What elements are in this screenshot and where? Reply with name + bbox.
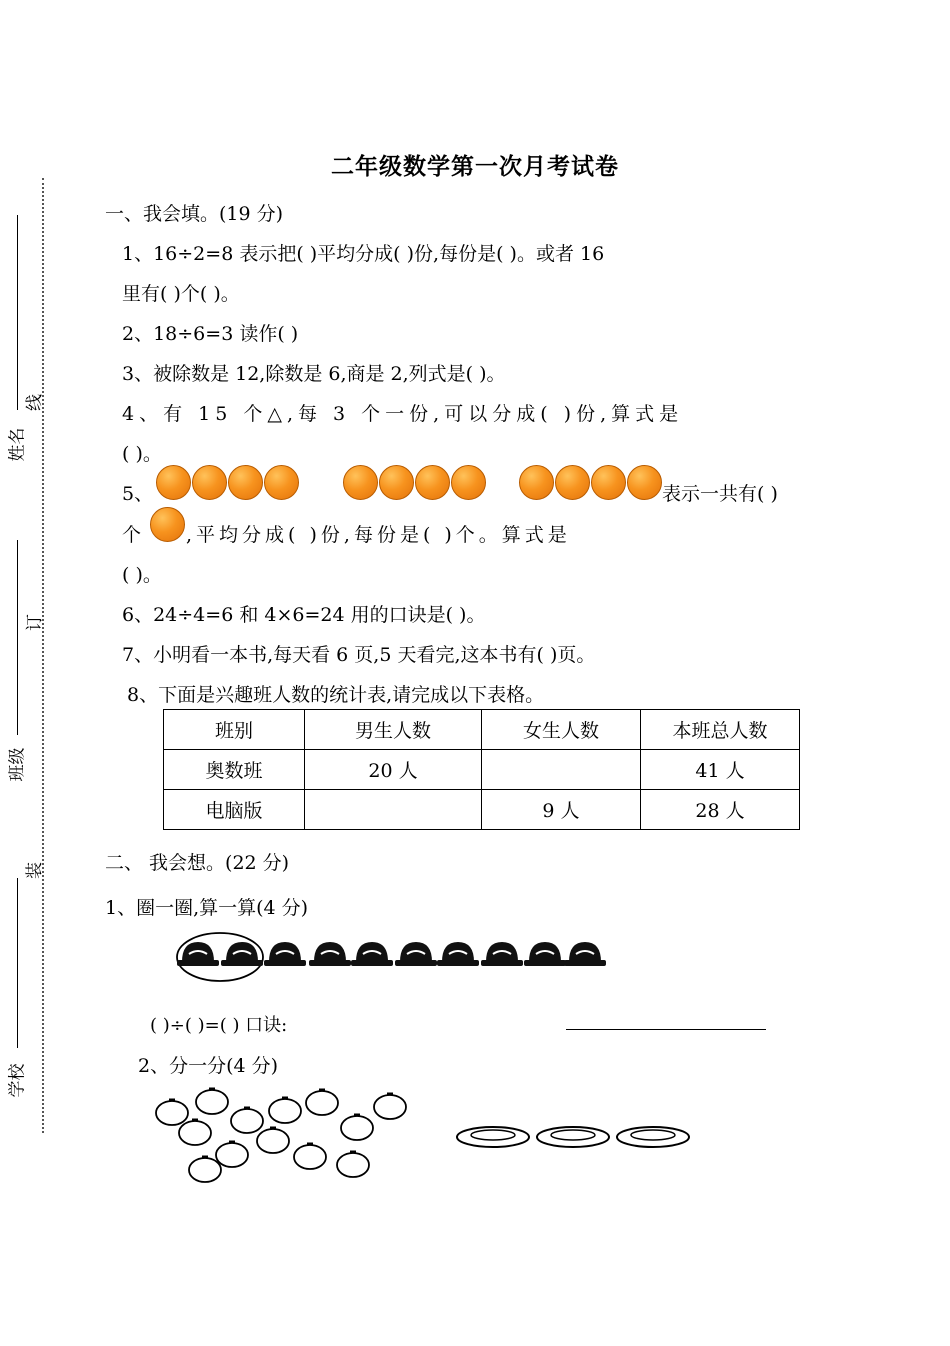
orange-icon (627, 465, 662, 500)
binding-label-ding: 订 (25, 614, 45, 631)
orange-icon (343, 465, 378, 500)
peach-icon (337, 1152, 369, 1177)
peach-icon (257, 1128, 289, 1153)
pot-icon (395, 942, 437, 966)
table-cell: 9 人 (482, 790, 641, 830)
pot-icon (481, 942, 523, 966)
section2-formula: ( )÷( )=( ) 口诀: (150, 1015, 288, 1036)
table-header-cell: 女生人数 (482, 710, 641, 750)
binding-label-zhuang: 装 (25, 862, 45, 879)
orange-icon (451, 465, 486, 500)
table-cell: 电脑版 (164, 790, 305, 830)
peach-icon (196, 1089, 228, 1114)
pot-icon (309, 942, 351, 966)
binding-dotted-line (42, 178, 44, 1133)
class-field-label: 班级 (7, 747, 28, 782)
pot-icon (524, 942, 566, 966)
question-5-line-b: ,平均分成( )份,每份是( )个。算式是 (186, 524, 571, 546)
question-5-unit: 个 (122, 524, 142, 546)
peaches-illustration (150, 1085, 420, 1180)
question-6: 6、24÷4=6 和 4×6=24 用的口诀是( )。 (122, 604, 486, 626)
pot-icon (264, 942, 306, 966)
table-row (164, 790, 800, 830)
plate-icon (617, 1127, 689, 1147)
orange-group-1 (156, 465, 300, 501)
table-cell-blank[interactable] (482, 750, 641, 790)
section2-heading: 二、 我会想。(22 分) (105, 852, 290, 874)
table-row (164, 750, 800, 790)
question-5-tail: 表示一共有( ) (662, 483, 778, 505)
question-4-line-b: ( )。 (122, 443, 162, 465)
table-header-row (164, 710, 800, 750)
question-1-line-a: 1、16÷2=8 表示把( )平均分成( )份,每份是( )。或者 16 (122, 243, 605, 265)
peach-icon (231, 1108, 263, 1133)
peach-icon (216, 1142, 248, 1167)
peach-icon (189, 1157, 221, 1182)
binding-label-xian: 线 (25, 394, 45, 411)
pot-icon (351, 942, 393, 966)
rhyme-answer-line[interactable] (566, 1029, 766, 1030)
orange-icon (192, 465, 227, 500)
section2-question-2: 2、分一分(4 分) (138, 1055, 279, 1077)
name-field-label: 姓名 (7, 427, 28, 462)
table-cell: 41 人 (641, 750, 800, 790)
orange-group-2 (343, 465, 487, 501)
orange-icon (519, 465, 554, 500)
peach-icon (156, 1100, 188, 1125)
plate-icon (537, 1127, 609, 1147)
table-cell: 20 人 (305, 750, 482, 790)
plates-illustration (455, 1120, 695, 1160)
question-1-line-b: 里有( )个( )。 (122, 283, 240, 305)
peach-icon (269, 1098, 301, 1123)
question-7: 7、小明看一本书,每天看 6 页,5 天看完,这本书有( )页。 (122, 644, 596, 666)
question-5-number: 5、 (122, 483, 154, 505)
school-field-label: 学校 (7, 1063, 28, 1098)
question-3: 3、被除数是 12,除数是 6,商是 2,列式是( )。 (122, 363, 506, 385)
name-underline[interactable] (17, 215, 18, 410)
plate-icon (457, 1127, 529, 1147)
question-4-line-a: 4、有 15 个△,每 3 个一份,可以分成( )份,算式是 (122, 403, 684, 425)
orange-icon (264, 465, 299, 500)
section2-question-1: 1、圈一圈,算一算(4 分) (105, 897, 309, 919)
orange-icon (156, 465, 191, 500)
question-5-line-c: ( )。 (122, 564, 162, 586)
pot-icon (437, 942, 479, 966)
school-underline[interactable] (17, 878, 18, 1048)
peach-icon (341, 1115, 373, 1140)
peach-icon (374, 1094, 406, 1119)
table-header-cell: 本班总人数 (641, 710, 800, 750)
peach-icon (294, 1144, 326, 1169)
orange-icon (379, 465, 414, 500)
page-title: 二年级数学第一次月考试卷 (331, 153, 619, 180)
question-2: 2、18÷6=3 读作( ) (122, 323, 299, 345)
pot-icon (564, 942, 606, 966)
orange-icon (555, 465, 590, 500)
class-underline[interactable] (17, 540, 18, 735)
pots-illustration (150, 930, 620, 990)
section1-heading: 一、我会填。(19 分) (105, 203, 284, 225)
peach-icon (179, 1120, 211, 1145)
question-8: 8、下面是兴趣班人数的统计表,请完成以下表格。 (127, 684, 545, 706)
table-cell: 奥数班 (164, 750, 305, 790)
plate-group (457, 1127, 689, 1147)
pot-row (177, 942, 606, 966)
table-cell: 28 人 (641, 790, 800, 830)
peach-group (156, 1089, 406, 1182)
orange-icon (228, 465, 263, 500)
table-cell-blank[interactable] (305, 790, 482, 830)
table-header-cell: 班别 (164, 710, 305, 750)
orange-group-3 (519, 465, 663, 501)
orange-icon (150, 507, 185, 542)
table-header-cell: 男生人数 (305, 710, 482, 750)
interest-class-table (163, 709, 800, 830)
orange-icon (415, 465, 450, 500)
peach-icon (306, 1090, 338, 1115)
orange-icon (591, 465, 626, 500)
